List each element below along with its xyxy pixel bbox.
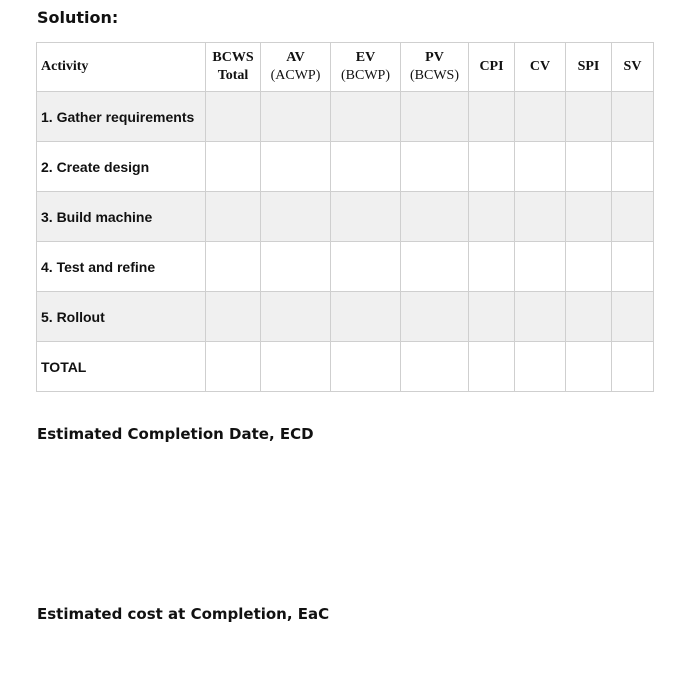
spi-cell (566, 92, 612, 142)
table-row (37, 292, 654, 342)
table-row-total (37, 342, 654, 392)
header-pv (401, 43, 469, 92)
ev-cell (331, 142, 401, 192)
ev-cell (331, 342, 401, 392)
table-row (37, 142, 654, 192)
bcws-cell (206, 342, 261, 392)
activity-cell: 4. Test and refine (37, 242, 206, 292)
cv-cell (515, 142, 566, 192)
table-row (37, 92, 654, 142)
ev-cell (331, 92, 401, 142)
table-row (37, 242, 654, 292)
header-cpi: CPI (469, 43, 515, 92)
bcws-cell (206, 292, 261, 342)
spi-cell (566, 292, 612, 342)
av-cell (261, 192, 331, 242)
header-cv: CV (515, 43, 566, 92)
header-ev-line2: (BCWP) (341, 68, 390, 83)
header-bcws-line1: BCWS (212, 50, 254, 65)
eac-heading: Estimated cost at Completion, EaC (37, 605, 330, 623)
header-bcws-line2: Total (217, 68, 249, 83)
sv-cell (612, 192, 654, 242)
header-ev-line1: EV (355, 50, 376, 65)
ev-cell (331, 242, 401, 292)
header-av (261, 43, 331, 92)
cpi-cell (469, 142, 515, 192)
cpi-cell (469, 192, 515, 242)
header-bcws (206, 43, 261, 92)
bcws-cell (206, 92, 261, 142)
sv-cell (612, 292, 654, 342)
activity-cell: 3. Build machine (37, 192, 206, 242)
pv-cell (401, 142, 469, 192)
sv-cell (612, 242, 654, 292)
sv-cell (612, 142, 654, 192)
av-cell (261, 142, 331, 192)
ev-cell (331, 192, 401, 242)
bcws-cell (206, 242, 261, 292)
table-header-row (37, 43, 654, 92)
header-av-line1: AV (286, 50, 305, 65)
activity-cell: TOTAL (37, 342, 206, 392)
cv-cell (515, 342, 566, 392)
pv-cell (401, 342, 469, 392)
pv-cell (401, 192, 469, 242)
header-spi: SPI (566, 43, 612, 92)
av-cell (261, 92, 331, 142)
pv-cell (401, 92, 469, 142)
header-pv-line2: (BCWS) (410, 68, 459, 83)
header-activity: Activity (37, 43, 206, 92)
pv-cell (401, 292, 469, 342)
bcws-cell (206, 192, 261, 242)
header-pv-line1: PV (425, 50, 444, 65)
spi-cell (566, 342, 612, 392)
activity-cell: 1. Gather requirements (37, 92, 206, 142)
header-ev (331, 43, 401, 92)
ev-cell (331, 292, 401, 342)
cv-cell (515, 192, 566, 242)
ecd-heading: Estimated Completion Date, ECD (37, 425, 314, 443)
cv-cell (515, 92, 566, 142)
header-sv: SV (612, 43, 654, 92)
table-row (37, 192, 654, 242)
solution-title: Solution: (37, 8, 119, 27)
cv-cell (515, 242, 566, 292)
activity-cell: 2. Create design (37, 142, 206, 192)
cpi-cell (469, 292, 515, 342)
sv-cell (612, 342, 654, 392)
header-av-line2: (ACWP) (270, 68, 321, 83)
spi-cell (566, 142, 612, 192)
av-cell (261, 342, 331, 392)
cv-cell (515, 292, 566, 342)
av-cell (261, 292, 331, 342)
cpi-cell (469, 242, 515, 292)
activity-cell: 5. Rollout (37, 292, 206, 342)
cpi-cell (469, 342, 515, 392)
earned-value-table (36, 42, 654, 392)
pv-cell (401, 242, 469, 292)
sv-cell (612, 92, 654, 142)
av-cell (261, 242, 331, 292)
spi-cell (566, 242, 612, 292)
spi-cell (566, 192, 612, 242)
bcws-cell (206, 142, 261, 192)
cpi-cell (469, 92, 515, 142)
